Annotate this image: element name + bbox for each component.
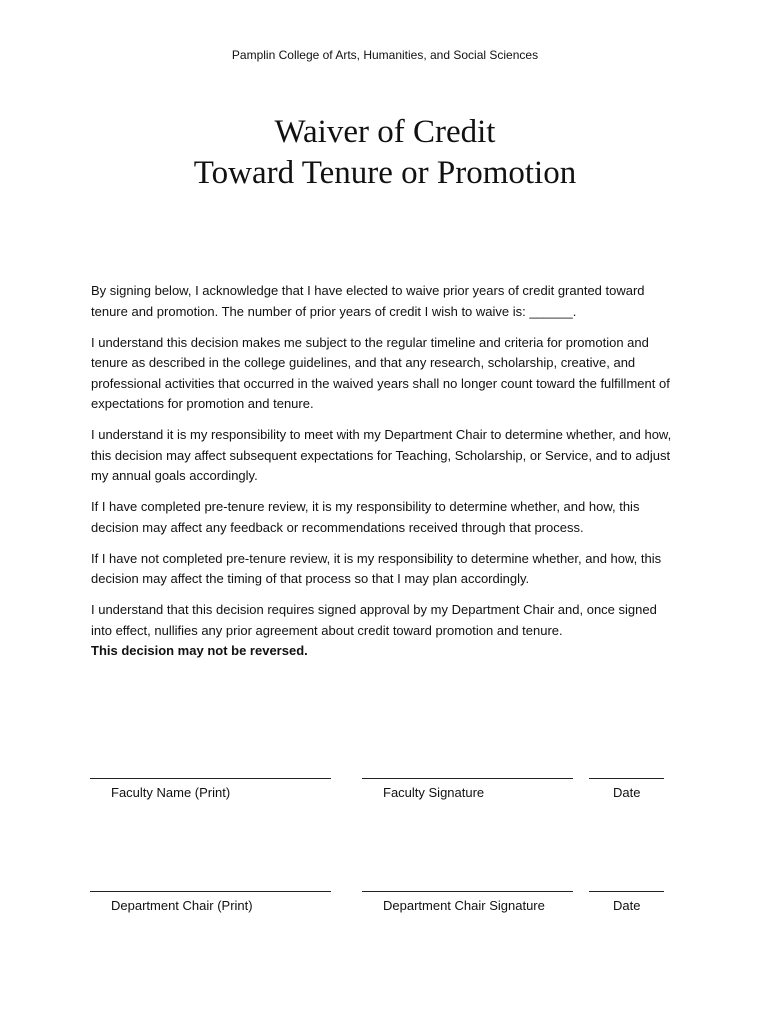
chair-date-label: Date — [613, 898, 641, 913]
paragraph-completed-review: If I have completed pre-tenure review, it is my responsibility to determine whether, and how, this decision may affect any feedback or recommendations received through that process. — [91, 499, 640, 535]
paragraph-not-completed-review: If I have not completed pre-tenure review, it is my responsibility to determine whether, and how, this decision may affect the timing of that process so that I may plan accordingly. — [91, 550, 662, 586]
faculty-date-label: Date — [613, 785, 641, 800]
faculty-signature-line[interactable] — [362, 778, 573, 779]
title-line-2: Toward Tenure or Promotion — [193, 155, 577, 191]
faculty-name-line[interactable] — [90, 778, 331, 779]
paragraph-department-chair: I understand it is my responsibility to meet with my Department Chair to determine whether, and how, this decision may affect subsequent expectations for Teaching, Scholarship, or Service, and to adjust my annual goals accordingly. — [91, 427, 672, 483]
college-header: Pamplin College of Arts, Humanities, and Social Sciences — [231, 48, 539, 62]
not-reversible-notice: This decision may not be reversed. — [91, 643, 308, 658]
approval-text: I understand that this decision requires signed approval by my Department Chair and, once signed into effect, nullifies any prior agreement about credit toward promotion and tenure. — [91, 602, 657, 638]
chair-name-label: Department Chair (Print) — [111, 898, 253, 913]
paragraph-approval — [91, 600, 681, 662]
faculty-signature-label: Faculty Signature — [383, 785, 485, 800]
chair-date-line[interactable] — [589, 891, 664, 892]
faculty-date-line[interactable] — [589, 778, 664, 779]
chair-name-line[interactable] — [90, 891, 331, 892]
document-body — [91, 281, 681, 662]
paragraph-timeline: I understand this decision makes me subject to the regular timeline and criteria for promotion and tenure as described in the college guidelines, and that any research, scholarship, creative, and professional activities that occurred in the waived years shall no longer count toward the fulfillment of expectations for promotion and tenure. — [91, 334, 670, 411]
paragraph-waiver-acknowledgement: By signing below, I acknowledge that I have elected to waive prior years of credit granted toward tenure and promotion. The number of prior years of credit I wish to waive is: ______. — [91, 283, 645, 319]
document-title — [0, 112, 770, 194]
chair-signature-label: Department Chair Signature — [383, 898, 545, 913]
chair-signature-line[interactable] — [362, 891, 573, 892]
faculty-name-label: Faculty Name (Print) — [111, 785, 231, 800]
title-line-1: Waiver of Credit — [274, 114, 496, 150]
